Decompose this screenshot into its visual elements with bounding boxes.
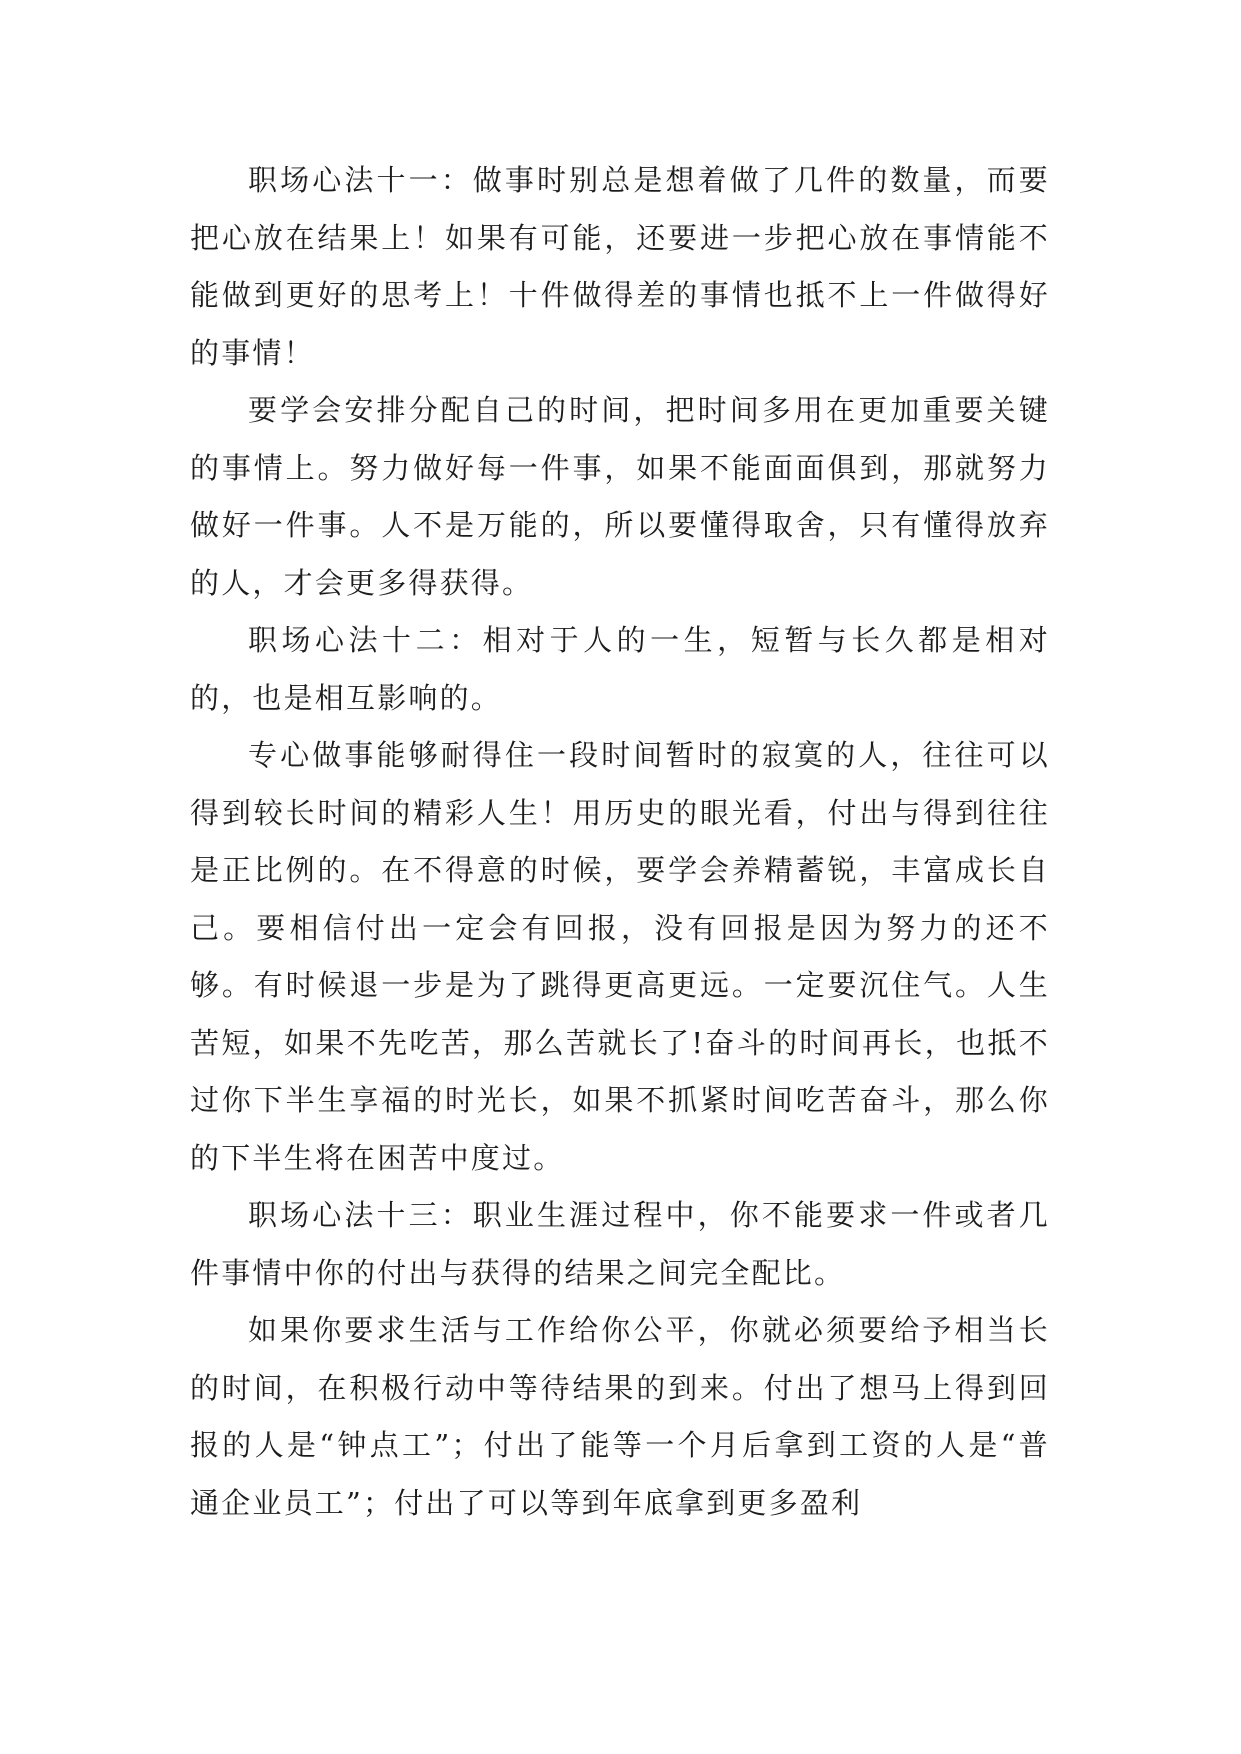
paragraph-2: 要学会安排分配自己的时间，把时间多用在更加重要关键的事情上。努力做好每一件事，如果不能面面俱到，那就努力做好一件事。人不是万能的，所以要懂得取舍，只有懂得放弃的人，才会更多得获得。 xyxy=(190,393,1050,600)
paragraph-6: 如果你要求生活与工作给你公平，你就必须要给予相当长的时间，在积极行动中等待结果的到来。付出了想马上得到回报的人是“钟点工”；付出了能等一个月后拿到工资的人是“普通企业员工”；付出了可以等到年底拿到更多盈利 xyxy=(190,1313,1050,1520)
paragraph-4: 专心做事能够耐得住一段时间暂时的寂寞的人，往往可以得到较长时间的精彩人生！用历史的眼光看，付出与得到往往是正比例的。在不得意的时候，要学会养精蓄锐，丰富成长自己。要相信付出一定会有回报，没有回报是因为努力的还不够。有时候退一步是为了跳得更高更远。一定要沉住气。人生苦短，如果不先吃苦，那么苦就长了!奋斗的时间再长，也抵不过你下半生享福的时光长，如果不抓紧时间吃苦奋斗，那么你的下半生将在困苦中度过。 xyxy=(190,738,1050,1175)
document-body xyxy=(190,152,1050,1532)
paragraph-3: 职场心法十二：相对于人的一生，短暂与长久都是相对的，也是相互影响的。 xyxy=(190,623,1050,715)
paragraph-5: 职场心法十三：职业生涯过程中，你不能要求一件或者几件事情中你的付出与获得的结果之间完全配比。 xyxy=(190,1198,1050,1290)
paragraph-1: 职场心法十一：做事时别总是想着做了几件的数量，而要把心放在结果上！如果有可能，还要进一步把心放在事情能不能做到更好的思考上！十件做得差的事情也抵不上一件做得好的事情！ xyxy=(190,163,1050,370)
